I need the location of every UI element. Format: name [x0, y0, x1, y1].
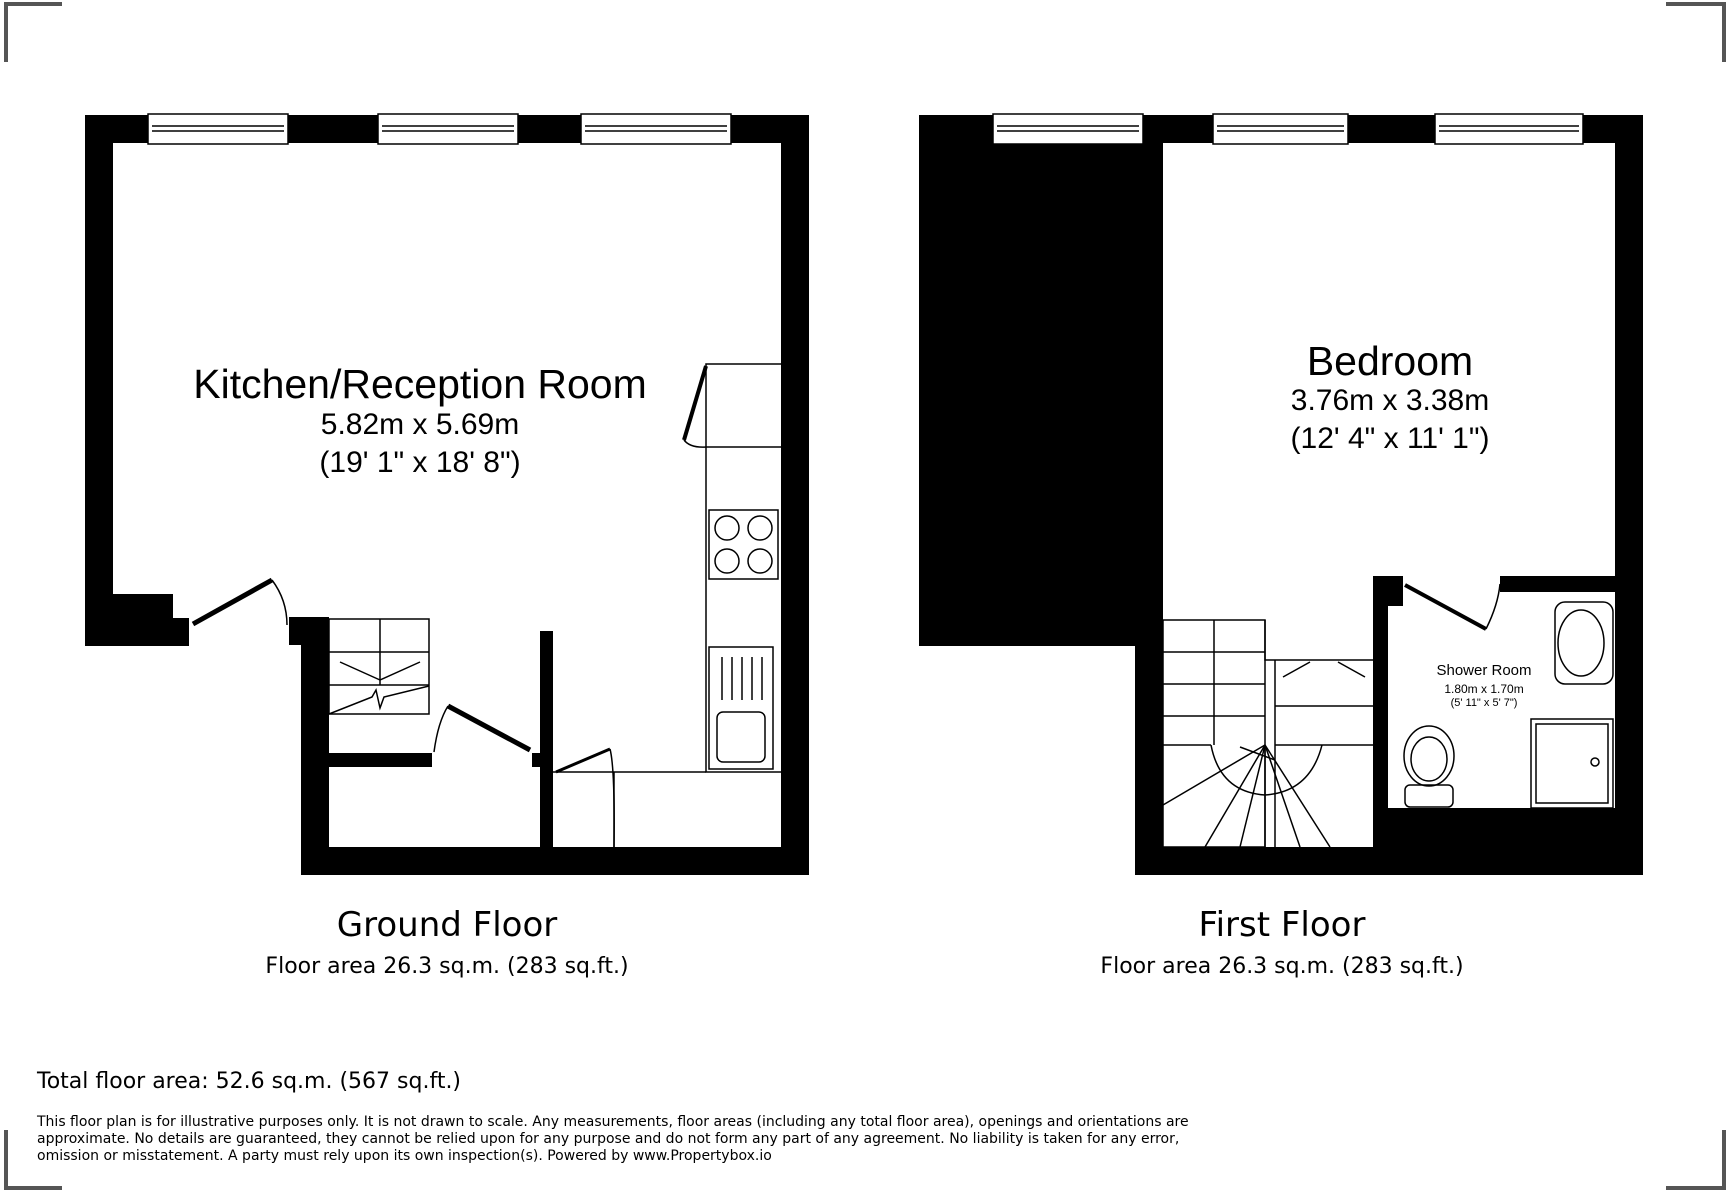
kitchen-room-name: Kitchen/Reception Room: [193, 361, 647, 407]
first-floor-title: First Floor: [1198, 905, 1366, 945]
total-floor-area: Total floor area: 52.6 sq.m. (567 sq.ft.): [37, 1069, 462, 1094]
first-floor-stairs: [1163, 620, 1373, 847]
first-floor-windows: [993, 114, 1583, 144]
shower-room-name: Shower Room: [1436, 662, 1532, 679]
kitchen-units: [684, 364, 781, 772]
shower-room-size-ft: (5' 11" x 5' 7"): [1450, 697, 1518, 709]
disclaimer-text: This floor plan is for illustrative purposes only. It is not drawn to scale. Any measurements, floor areas (including any total floor area), openings and orientations are approximate. No details are guaranteed, they cannot be relied upon for any purpose and do not form any part of any agreement. No liability is taken for any error, omission or misstatement. A party must rely upon its own inspection(s). Powered by www.Propertybox.io: [37, 1114, 1189, 1164]
ground-floor-walls: [85, 115, 809, 875]
ground-floor-area: Floor area 26.3 sq.m. (283 sq.ft.): [265, 954, 629, 979]
ground-floor-stairs: [329, 619, 429, 714]
bedroom-size-m: 3.76m x 3.38m: [1290, 384, 1490, 417]
first-floor-area: Floor area 26.3 sq.m. (283 sq.ft.): [1100, 954, 1464, 979]
ground-floor-windows: [148, 114, 731, 144]
shower-room-size-m: 1.80m x 1.70m: [1444, 682, 1524, 696]
first-floor-doors: [1405, 584, 1500, 629]
bedroom-size-ft: (12' 4" x 11' 1"): [1290, 422, 1490, 455]
kitchen-room-size-m: 5.82m x 5.69m: [320, 408, 520, 441]
ground-floor-doors: [193, 580, 706, 847]
ground-floor-title: Ground Floor: [336, 905, 558, 945]
crop-marks: [6, 4, 1724, 1188]
first-floor-walls: [919, 115, 1643, 875]
first-floor-plan: [919, 114, 1643, 875]
kitchen-room-size-ft: (19' 1" x 18' 8"): [319, 446, 521, 479]
bedroom-name: Bedroom: [1306, 338, 1474, 384]
ground-floor-plan: [85, 114, 809, 875]
